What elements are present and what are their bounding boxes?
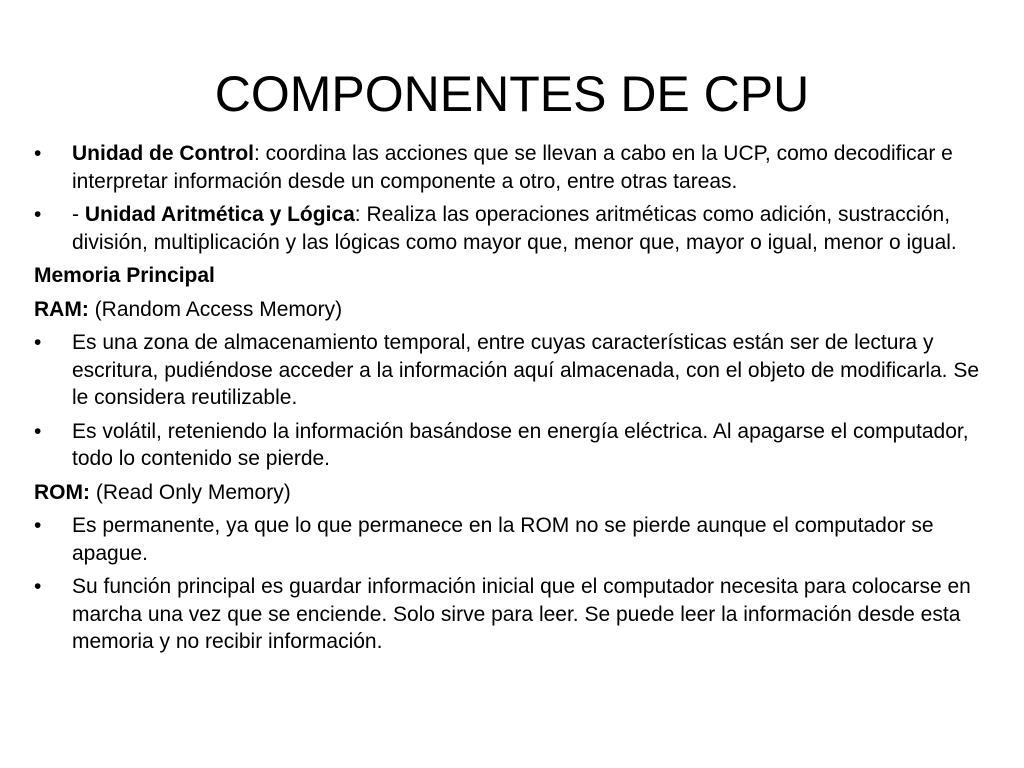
slide-title: COMPONENTES DE CPU bbox=[214, 66, 810, 122]
bullet-ram-2 bbox=[34, 418, 994, 473]
heading-rom bbox=[34, 479, 994, 507]
memoria-principal-label: Memoria Principal bbox=[34, 264, 215, 287]
bullet-text: Es una zona de almacenamiento temporal, entre cuyas características están ser de lectura y escritura, pudiéndose acceder a la información aquí almacenada, con el objeto de modificarla. Se le considera reutilizable. bbox=[72, 331, 980, 409]
bullet-unidad-aritmetica bbox=[34, 201, 994, 256]
bullet-icon: • bbox=[34, 203, 42, 226]
bullet-text bbox=[34, 140, 994, 195]
bullet-text bbox=[34, 201, 994, 256]
desc-unidad-control: : coordina las acciones que se llevan a cabo en la UCP, como decodificar e interpretar información desde un componente a otro, entre otras tareas. bbox=[72, 142, 953, 193]
term-unidad-control: Unidad de Control bbox=[72, 142, 254, 165]
ram-expansion: (Random Access Memory) bbox=[88, 297, 343, 321]
bullet-icon: • bbox=[34, 142, 42, 165]
bullet-icon: • bbox=[34, 419, 42, 443]
bullet-text: Es volátil, reteniendo la información basándose en energía eléctrica. Al apagarse el computador, todo lo contenido se pierde. bbox=[72, 419, 969, 470]
bullet-ram-1 bbox=[34, 329, 994, 412]
slide-body bbox=[34, 140, 994, 662]
heading-ram bbox=[34, 296, 994, 324]
heading-memoria-principal bbox=[34, 262, 994, 290]
bullet-text: Su función principal es guardar información inicial que el computador necesita para colocarse en marcha una vez que se enciende. Solo sirve para leer. Se puede leer la información desde esta memoria y no recibir información. bbox=[72, 575, 971, 653]
bullet-icon: • bbox=[34, 331, 42, 354]
dash-prefix: - bbox=[72, 203, 85, 226]
bullet-text: Es permanente, ya que lo que permanece en la ROM no se pierde aunque el computador se apague. bbox=[72, 514, 934, 565]
bullet-unidad-control bbox=[34, 140, 994, 195]
ram-label: RAM: bbox=[34, 297, 89, 321]
bullet-icon: • bbox=[34, 514, 42, 537]
bullet-rom-1 bbox=[34, 512, 994, 567]
desc-unidad-aritmetica: : Realiza las operaciones aritméticas como adición, sustracción, división, multiplicación y las lógicas como mayor que, menor que, mayor o igual, menor o igual. bbox=[72, 203, 957, 254]
rom-expansion: (Read Only Memory) bbox=[90, 480, 291, 504]
bullet-icon: • bbox=[34, 575, 42, 598]
term-unidad-aritmetica: Unidad Aritmética y Lógica bbox=[84, 203, 355, 226]
bullet-rom-2 bbox=[34, 573, 994, 656]
rom-label: ROM: bbox=[34, 480, 90, 504]
